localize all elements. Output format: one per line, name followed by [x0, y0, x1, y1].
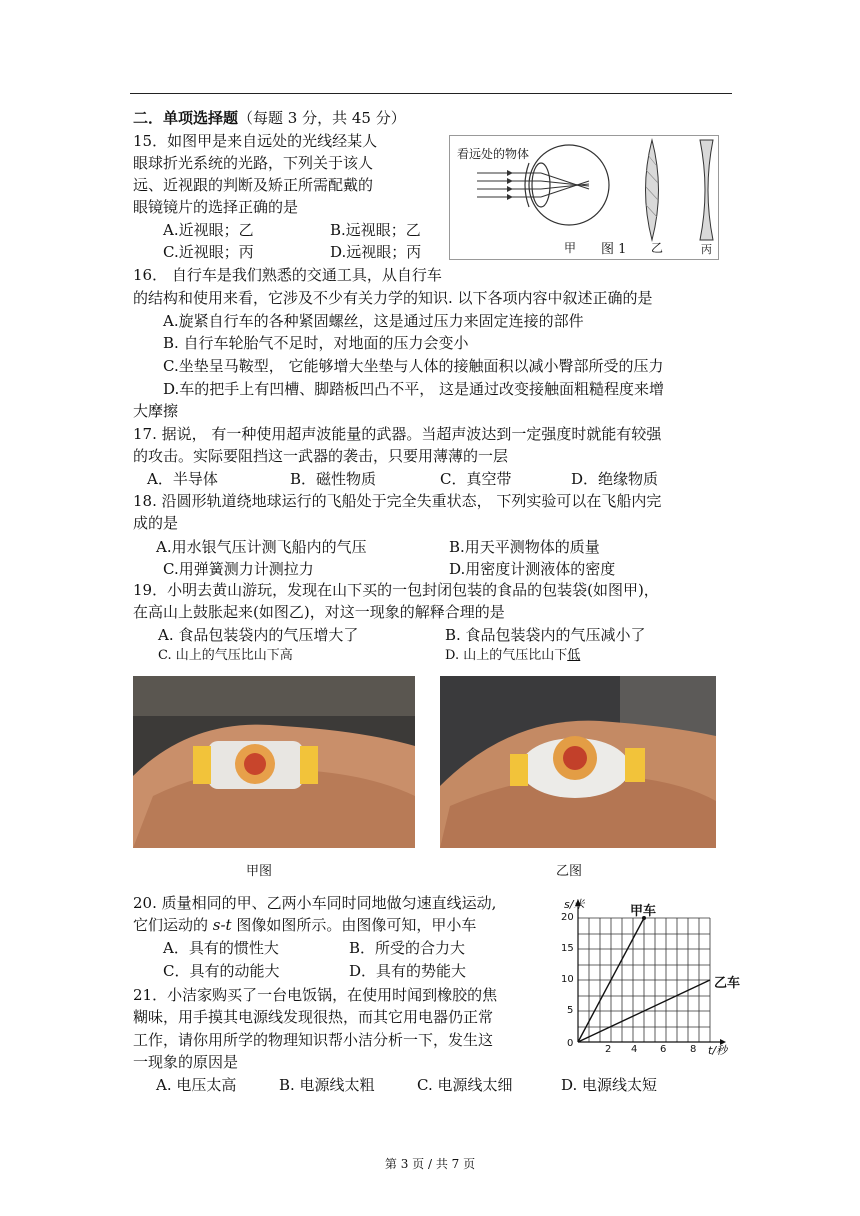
- q17-option-c: C．真空带: [440, 470, 512, 488]
- q16-option-b: B. 自行车轮胎气不足时，对地面的压力会变小: [163, 334, 469, 352]
- q17-option-d: D．绝缘物质: [571, 470, 659, 488]
- q19-option-c: C. 山上的气压比山下高: [158, 648, 293, 663]
- q16-line1: 16． 自行车是我们熟悉的交通工具，从自行车: [133, 266, 442, 284]
- q21-line1: 21．小洁家购买了一台电饭锅，在使用时闻到橡胶的焦: [133, 986, 498, 1004]
- q20-option-c: C．具有的动能大: [163, 962, 280, 980]
- q15-option-d: D.远视眼；丙: [330, 243, 422, 261]
- y-tick-15: 15: [561, 943, 574, 954]
- q17-option-b: B．磁性物质: [290, 470, 377, 488]
- q15-line4: 眼镜镜片的选择正确的是: [133, 198, 299, 216]
- q20-st-term: s-t: [212, 916, 232, 934]
- graph-label-yi: 乙车: [714, 976, 741, 991]
- caption-jia: 甲图: [246, 864, 273, 879]
- x-tick-4: 4: [631, 1044, 638, 1055]
- q20-line1: 20. 质量相同的甲、乙两小车同时同地做匀速直线运动,: [133, 894, 497, 912]
- section-heading: [133, 108, 406, 128]
- q20-option-b: B．所受的合力大: [349, 939, 466, 957]
- section-note: （每题 3 分，共 45 分）: [238, 109, 406, 127]
- q21-line4: 一现象的原因是: [133, 1053, 239, 1071]
- y-tick-0: 0: [567, 1038, 574, 1049]
- q15-option-b: B.远视眼；乙: [330, 221, 421, 239]
- q16-option-c: C.坐垫呈马鞍型， 它能够增大坐垫与人体的接触面积以减小臀部所受的压力: [163, 357, 664, 375]
- q18-option-a: A.用水银气压计测飞船内的气压: [156, 538, 367, 556]
- q15-option-c: C.近视眼；丙: [163, 243, 254, 261]
- fig1-label-yi: 乙: [651, 241, 664, 255]
- section-title: 二．单项选择题: [133, 109, 239, 127]
- y-tick-20: 20: [561, 912, 574, 923]
- graph-grid: [578, 918, 710, 1042]
- q16-line2: 的结构和使用来看，它涉及不少有关力学的知识. 以下各项内容中叙述正确的是: [133, 289, 653, 307]
- top-rule: [130, 93, 732, 94]
- q21-line3: 工作，请你用所学的物理知识帮小洁分析一下，发生这: [133, 1031, 494, 1049]
- q19-option-d: [445, 646, 580, 666]
- q20-line2-pre: 它们运动的: [133, 916, 213, 934]
- photo-yi-food-bag-inflated: [440, 676, 716, 848]
- eyeball-shape: [529, 145, 609, 225]
- q21-option-c: C. 电源线太细: [417, 1076, 513, 1094]
- eye-crystalline-lens: [532, 163, 550, 207]
- x-tick-8: 8: [690, 1044, 697, 1055]
- y-tick-5: 5: [567, 1005, 574, 1016]
- q17-option-a: A．半导体: [147, 470, 218, 488]
- figure-1-eye-lenses: [449, 135, 719, 260]
- q21-option-b: B. 电源线太粗: [279, 1076, 375, 1094]
- q16-option-a: A.旋紧自行车的各种紧固螺丝，这是通过压力来固定连接的部件: [163, 312, 584, 330]
- q21-option-a: A. 电压太高: [156, 1076, 237, 1094]
- q19-option-d-text: D. 山上的气压比山下: [445, 648, 568, 663]
- q19-option-d-underlined: 低: [567, 648, 581, 663]
- convex-lens-shape: [646, 140, 659, 240]
- photo-jia-food-bag: [133, 676, 415, 848]
- page-footer: 第 3 页 / 共 7 页: [384, 1157, 476, 1171]
- q20-option-a: A．具有的惯性大: [163, 939, 279, 957]
- q20-line2: [133, 915, 476, 935]
- q18-line2: 成的是: [133, 514, 179, 532]
- q19-option-b: B. 食品包装袋内的气压减小了: [445, 626, 646, 644]
- st-graph: [548, 896, 748, 1064]
- q15-line2: 眼球折光系统的光路，下列关于该人: [133, 154, 374, 172]
- graph-xlabel: t/秒: [708, 1044, 728, 1057]
- x-tick-6: 6: [660, 1044, 667, 1055]
- q15-option-a: A.近视眼；乙: [163, 221, 254, 239]
- q15-line3: 远、近视跟的判断及矫正所需配戴的: [133, 176, 374, 194]
- caption-yi: 乙图: [556, 864, 583, 879]
- q18-option-d: D.用密度计测液体的密度: [449, 560, 616, 578]
- q16-option-d-line1: D.车的把手上有凹槽、脚踏板凹凸不平， 这是通过改变接触面粗糙程度来增: [163, 380, 665, 398]
- q19-line2: 在高山上鼓胀起来(如图乙)，对这一现象的解释合理的是: [133, 603, 505, 621]
- fig1-label-top: 看远处的物体: [457, 147, 530, 161]
- q18-option-c: C.用弹簧测力计测拉力: [163, 560, 314, 578]
- concave-lens-shape: [700, 140, 713, 240]
- q19-option-a: A. 食品包装袋内的气压增大了: [158, 626, 359, 644]
- q18-line1: 18. 沿圆形轨道绕地球运行的飞船处于完全失重状态， 下列实验可以在飞船内完: [133, 492, 662, 510]
- graph-label-jia: 甲车: [630, 904, 657, 919]
- q15-line1: 15．如图甲是来自远处的光线经某人: [133, 132, 378, 150]
- q16-option-d-line2: 大摩擦: [133, 402, 179, 420]
- q17-line2: 的攻击。实际要阻挡这一武器的袭击，只要用薄薄的一层: [133, 447, 509, 465]
- q20-line2-post: 图像如图所示。由图像可知，甲小车: [231, 916, 477, 934]
- q17-line1: 17. 据说， 有一种使用超声波能量的武器。当超声波达到一定强度时就能有较强: [133, 425, 662, 443]
- fig1-label-bing: 丙: [701, 243, 712, 256]
- y-tick-10: 10: [561, 974, 574, 985]
- q18-option-b: B.用天平测物体的质量: [449, 538, 600, 556]
- q21-option-d: D. 电源线太短: [561, 1076, 658, 1094]
- fig1-label-jia: 甲: [564, 241, 577, 255]
- fig1-title: 图 1: [601, 242, 627, 257]
- q20-option-d: D．具有的势能大: [349, 962, 467, 980]
- x-tick-2: 2: [605, 1044, 612, 1055]
- q19-line1: 19．小明去黄山游玩，发现在山下买的一包封闭包装的食品的包装袋(如图甲)，: [133, 581, 659, 599]
- graph-ylabel: s/米: [564, 898, 585, 911]
- q21-line2: 糊味，用手摸其电源线发现很热，而其它用电器仍正常: [133, 1008, 494, 1026]
